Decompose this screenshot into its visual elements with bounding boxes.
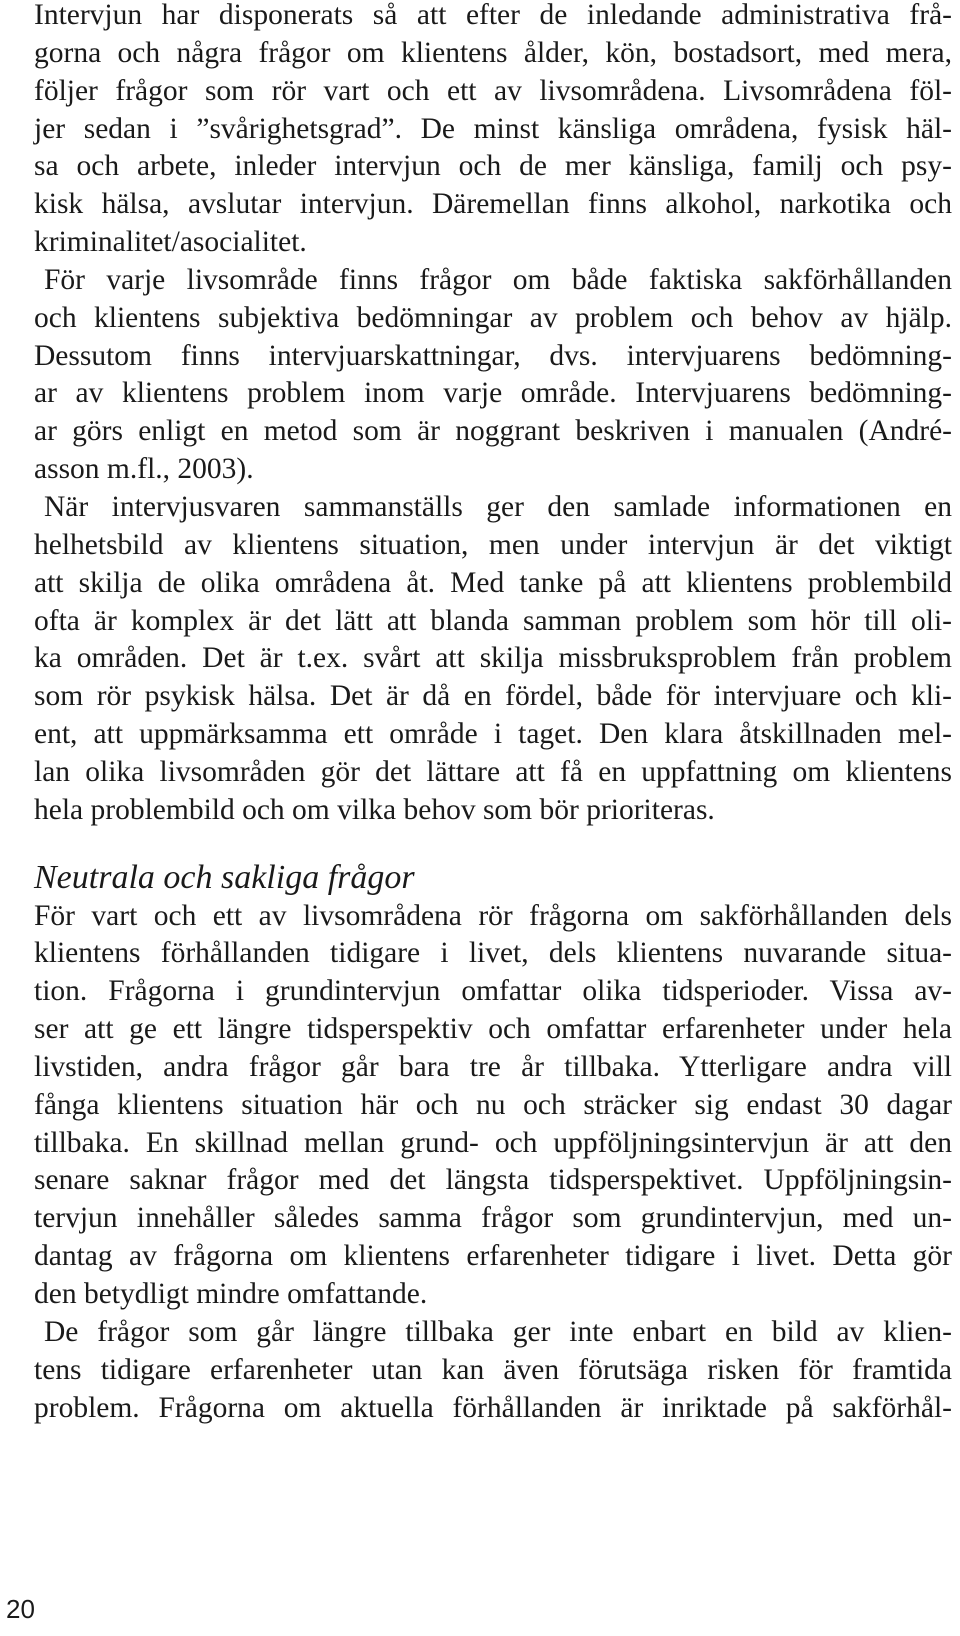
paragraph-1	[34, 0, 952, 262]
paragraph-2	[34, 262, 952, 489]
text-line: livstiden, andra frågor går bara tre år tillbaka. Ytterligare andra vill	[34, 1050, 952, 1083]
text-line: ofta är komplex är det lätt att blanda samman problem som hör till oli-	[34, 604, 952, 637]
text-line: ar av klientens problem inom varje område. Intervjuarens bedömning-	[34, 377, 952, 410]
text-line: hela problembild och om vilka behov som bör prioriteras.	[34, 793, 715, 826]
text-line: dantag av frågorna om klientens erfarenheter tidigare i livet. Detta gör	[34, 1240, 952, 1273]
section-heading: Neutrala och sakliga frågor	[34, 858, 415, 896]
document-page	[34, 0, 952, 1427]
text-line: Dessutom finns intervjuarskattningar, dvs. intervjuarens bedömning-	[34, 339, 952, 372]
page-number: 20	[6, 1594, 35, 1624]
paragraph-4	[34, 898, 952, 1314]
text-line: gorna och några frågor om klientens ålder, kön, bostadsort, med mera,	[34, 36, 952, 69]
text-line: För vart och ett av livsområdena rör frågorna om sakförhållanden dels	[34, 899, 952, 932]
paragraph-3	[34, 489, 952, 830]
text-line: jer sedan i ”svårighetsgrad”. De minst känsliga områdena, fysisk häl-	[34, 112, 952, 145]
text-line: ser att ge ett längre tidsperspektiv och omfattar erfarenheter under hela	[34, 1013, 952, 1046]
text-line: tillbaka. En skillnad mellan grund- och uppföljningsintervjun är att den	[34, 1126, 952, 1159]
text-line: tervjun innehåller således samma frågor som grundintervjun, med un-	[34, 1202, 952, 1235]
text-line: Intervjun har disponerats så att efter de inledande administrativa frå-	[34, 0, 952, 31]
text-line: som rör psykisk hälsa. Det är då en fördel, både för intervjuare och kli-	[34, 680, 952, 713]
paragraph-5	[34, 1314, 952, 1428]
text-line: kriminalitet/asocialitet.	[34, 226, 307, 259]
text-line: asson m.fl., 2003).	[34, 453, 254, 486]
text-line: ar görs enligt en metod som är noggrant beskriven i manualen (André-	[34, 415, 952, 448]
text-line: De frågor som går längre tillbaka ger inte enbart en bild av klien-	[44, 1315, 952, 1348]
text-line: ent, att uppmärksamma ett område i taget. Den klara åtskillnaden mel-	[34, 718, 952, 751]
text-line: att skilja de olika områdena åt. Med tanke på att klientens problembild	[34, 566, 952, 599]
text-line: sa och arbete, inleder intervjun och de mer känsliga, familj och psy-	[34, 150, 952, 183]
text-line: senare saknar frågor med det längsta tidsperspektivet. Uppföljningsin-	[34, 1164, 952, 1197]
text-line: tens tidigare erfarenheter utan kan även förutsäga risken för framtida	[34, 1353, 952, 1386]
text-line: När intervjusvaren sammanställs ger den samlade informationen en	[44, 490, 952, 523]
text-line: problem. Frågorna om aktuella förhållanden är inriktade på sakförhål-	[34, 1391, 952, 1424]
text-line: följer frågor som rör vart och ett av livsområdena. Livsområdena föl-	[34, 74, 952, 107]
text-line: ka områden. Det är t.ex. svårt att skilja missbruksproblem från problem	[34, 642, 952, 675]
text-line: och klientens subjektiva bedömningar av problem och behov av hjälp.	[34, 301, 952, 334]
text-line: För varje livsområde finns frågor om både faktiska sakförhållanden	[44, 263, 952, 296]
text-line: helhetsbild av klientens situation, men under intervjun är det viktigt	[34, 528, 952, 561]
text-line: den betydligt mindre omfattande.	[34, 1278, 428, 1310]
text-line: fånga klientens situation här och nu och sträcker sig endast 30 dagar	[34, 1088, 952, 1121]
text-line: lan olika livsområden gör det lättare att få en uppfattning om klientens	[34, 755, 952, 788]
text-line: kisk hälsa, avslutar intervjun. Däremellan finns alkohol, narkotika och	[34, 188, 952, 221]
text-line: tion. Frågorna i grundintervjun omfattar olika tidsperioder. Vissa av-	[34, 975, 952, 1008]
text-line: klientens förhållanden tidigare i livet, dels klientens nuvarande situa-	[34, 937, 952, 970]
